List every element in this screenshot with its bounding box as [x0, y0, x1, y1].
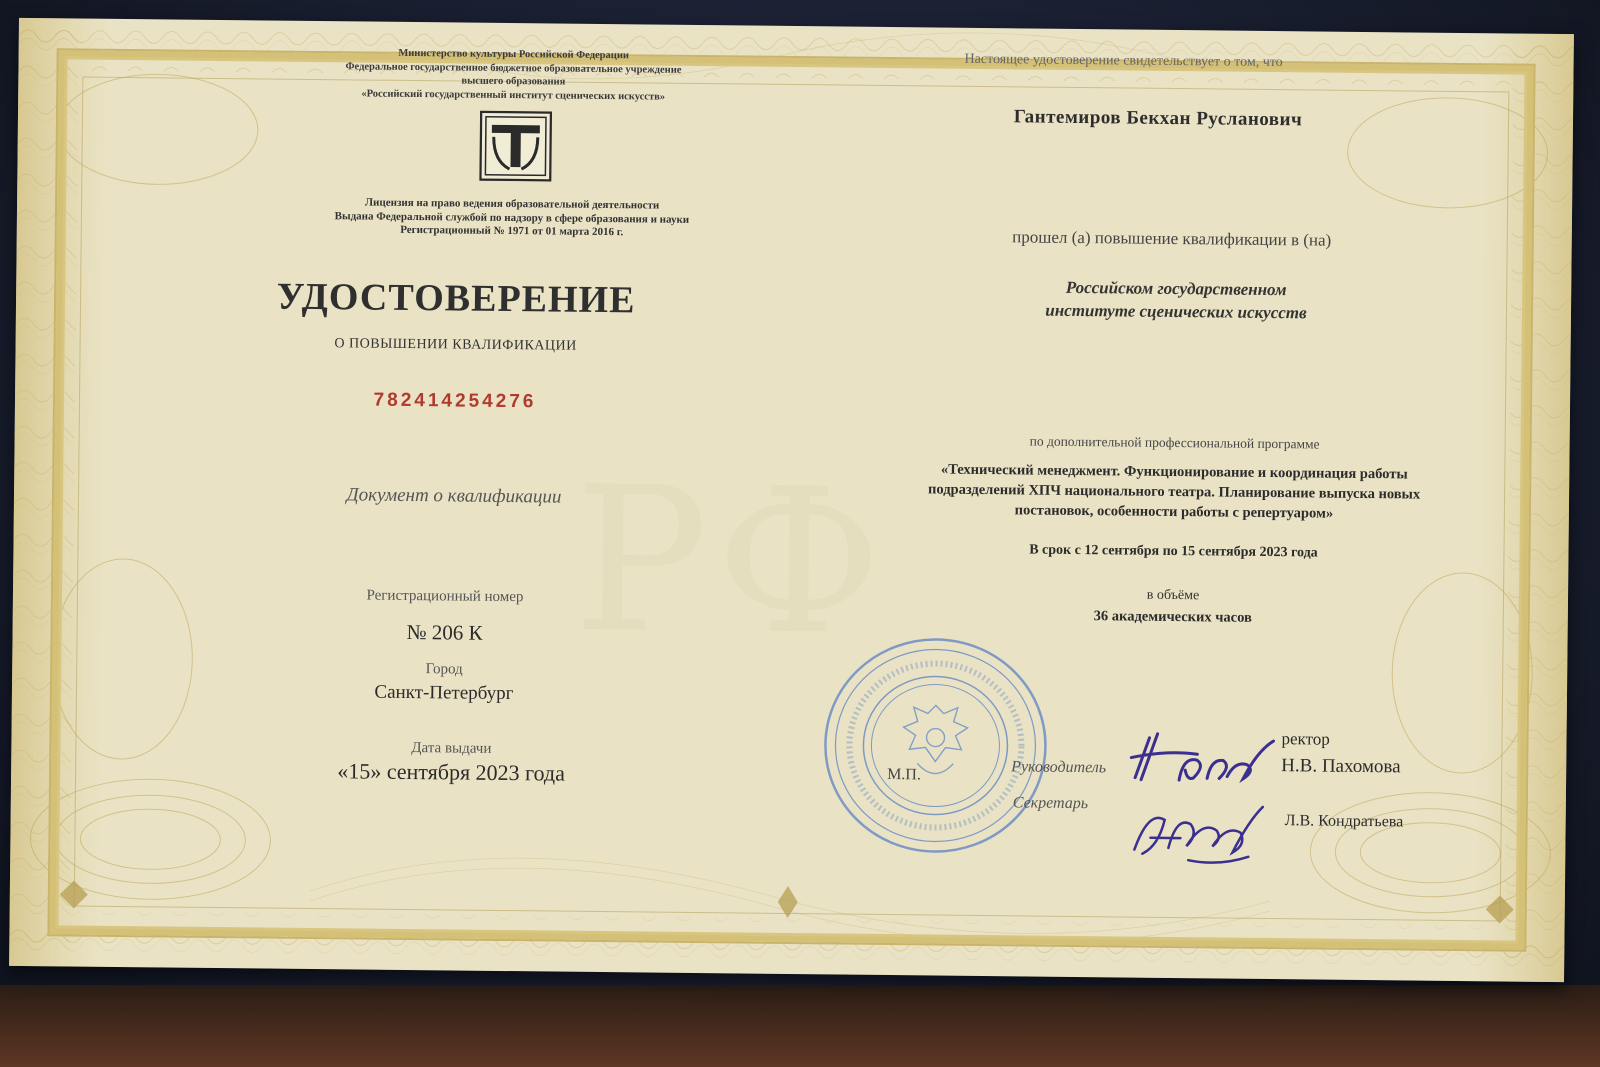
volume-hours: 36 академических часов [1093, 608, 1252, 626]
volume-label: в объёме [1146, 587, 1200, 604]
watermark: РФ [572, 443, 892, 681]
license-info: Лицензия на право ведения образовательной деятельности Выдана Федеральной службой по надзору в сфере образования и науки Регистрационный № 1971 от 01 марта 2016 г. [334, 196, 690, 239]
certificate-sheet [9, 18, 1574, 982]
program-label: по дополнительной профессиональной программе [1029, 433, 1320, 452]
registration-number: № 206 К [406, 619, 483, 645]
secretary-signature [1128, 790, 1269, 871]
table-surface [0, 985, 1600, 1067]
seal-place-label: М.П. [887, 766, 921, 784]
certificate-title: УДОСТОВЕРЕНИЕ [276, 275, 636, 322]
city-value: Санкт-Петербург [374, 681, 514, 705]
head-role: ректор [1281, 729, 1330, 749]
institute-name: Российском государственном институте сценических искусств [1045, 277, 1307, 323]
study-period: В срок с 12 сентября по 15 сентября 2023 года [1029, 542, 1318, 561]
issue-date-label: Дата выдачи [411, 740, 492, 757]
institute-logo [479, 111, 552, 182]
head-label: Руководитель [1011, 758, 1107, 777]
certifies-text: Настоящее удостоверение свидетельствует о том, что [964, 51, 1283, 71]
city-label: Город [425, 661, 463, 678]
passed-text: прошел (а) повышение квалификации в (на) [1012, 227, 1332, 250]
registration-label: Регистрационный номер [366, 587, 524, 606]
certificate-subtitle: О ПОВЫШЕНИИ КВАЛИФИКАЦИИ [334, 336, 577, 354]
secretary-label: Секретарь [1012, 794, 1089, 813]
issue-date: «15» сентября 2023 года [337, 758, 566, 786]
secretary-name: Л.В. Кондратьева [1284, 812, 1404, 831]
official-seal-stamp [818, 632, 1052, 858]
head-signature [1127, 720, 1278, 792]
recipient-name: Гантемиров Бекхан Русланович [1013, 106, 1303, 131]
program-name: «Технический менеджмент. Функционирование и координация работы подразделений ХПЧ национального театра. Планирование выпуска новых постановок, особенности работы с репертуаром» [927, 461, 1421, 522]
head-name: Н.В. Пахомова [1281, 755, 1401, 778]
serial-number: 782414254276 [373, 389, 537, 413]
document-type: Документ о квалификации [346, 484, 562, 508]
ministry-header: Министерство культуры Российской Федерации Федеральное государственное бюджетное образовательное учреждение высшего образования «Российский государственный институт сценических искусств» [345, 47, 682, 103]
